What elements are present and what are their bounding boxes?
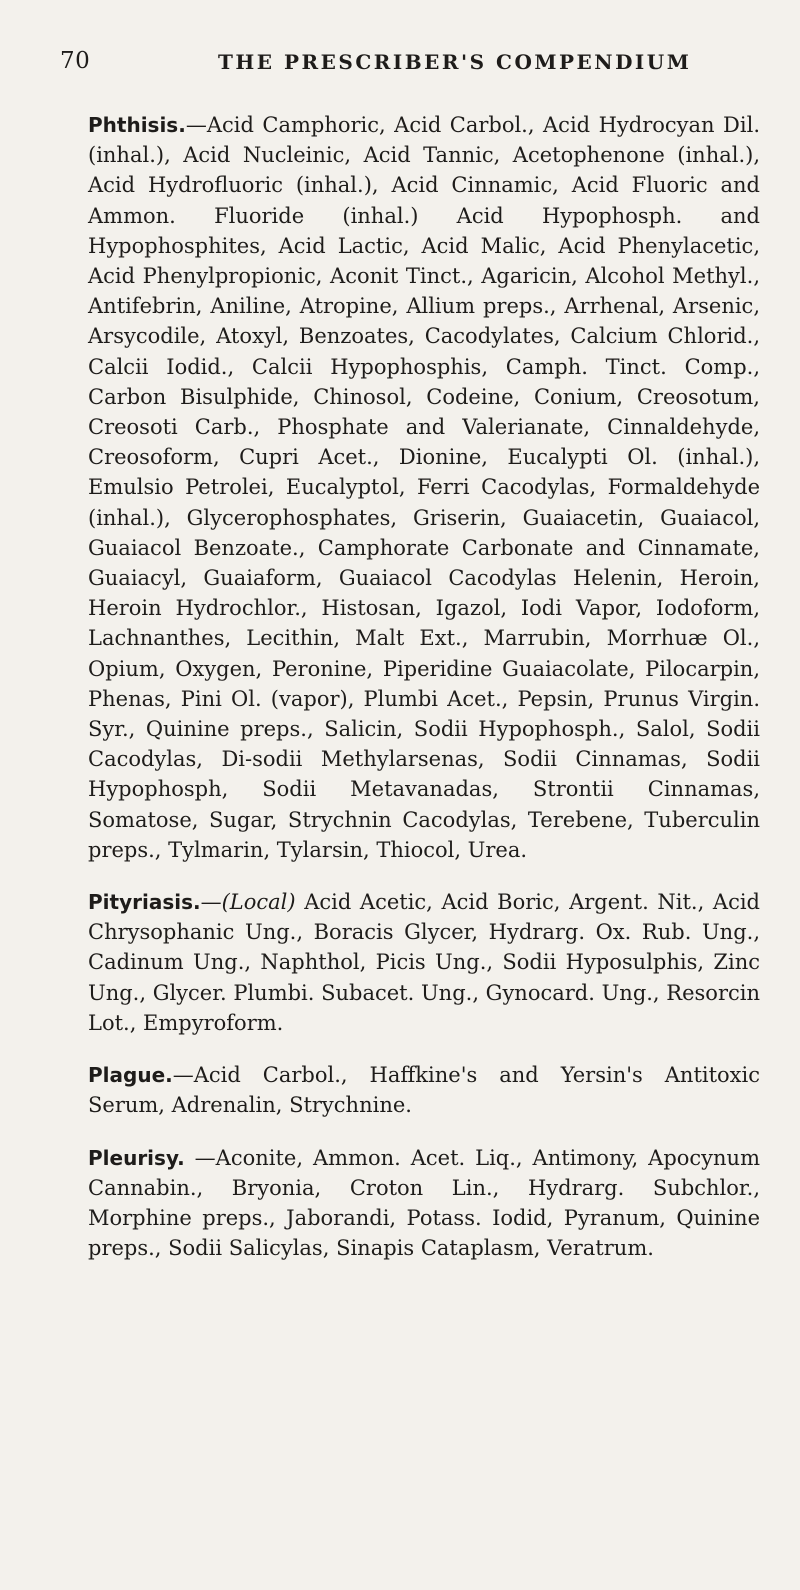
entry-dash: — bbox=[200, 890, 222, 915]
entry-phthisis bbox=[88, 110, 760, 865]
entry-text: —Aconite, Ammon. Acet. Liq., Antimony, Apocynum Cannabin., Bryonia, Croton Lin., Hydrarg. Subchlor., Morphine preps., Jaborandi, Potass. Iodid, Pyranum, Quinine preps., Sodii Salicylas, Sinapis Cataplasm, Veratrum. bbox=[88, 1145, 760, 1261]
entry-text: —Acid Carbol., Haffkine's and Yersin's Antitoxic Serum, Adrenalin, Strychnine. bbox=[88, 1063, 760, 1118]
page-header bbox=[60, 48, 760, 88]
entry-pityriasis bbox=[88, 887, 760, 1038]
page-body bbox=[88, 110, 760, 1285]
entry-pleurisy bbox=[88, 1143, 760, 1264]
entry-term: Pleurisy. bbox=[88, 1145, 185, 1170]
entry-term: Pityriasis. bbox=[88, 890, 201, 915]
entry-note: (Local) bbox=[221, 890, 296, 915]
entry-term: Phthisis. bbox=[88, 113, 186, 137]
entry-text: Acid Acetic, Acid Boric, Argent. Nit., Acid Chrysophanic Ung., Boracis Glycer, Hydrarg. Ox. Rub. Ung., Cadinum Ung., Naphthol, Picis Ung., Sodii Hyposulphis, Zinc Ung., Glycer. Plumbi. Subacet. Ung., Gynocard. Ung., Resorcin Lot., Empyroform. bbox=[88, 890, 760, 1035]
running-title: THE PRESCRIBER'S COMPENDIUM bbox=[218, 50, 692, 74]
entry-plague bbox=[88, 1060, 760, 1120]
entry-text: —Acid Camphoric, Acid Carbol., Acid Hydrocyan Dil. (inhal.), Acid Nucleinic, Acid Tannic, Acetophenone (inhal.), Acid Hydrofluoric (inhal.), Acid Cinnamic, Acid Fluoric and Ammon. Fluoride (inhal.) Acid Hypophosph. and Hypophosphites, Acid Lactic, Acid Malic, Acid Phenylacetic, Acid Phenylpropionic, Aconit Tinct., Agaricin, Alcohol Methyl., Antifebrin, Aniline, Atropine, Allium preps., Arrhenal, Arsenic, Arsycodile, Atoxyl, Benzoates, Cacodylates, Calcium Chlorid., Calcii Iodid., Calcii Hypophosphis, Camph. Tinct. Comp., Carbon Bisulphide, Chinosol, Codeine, Conium, Creosotum, Creosoti Carb., Phosphate and Valerianate, Cinnaldehyde, Creosoform, Cupri Acet., Dionine, Eucalypti Ol. (inhal.), Emulsio Petrolei, Eucalyptol, Ferri Cacodylas, Formaldehyde (inhal.), Glycerophosphates, Griserin, Guaiacetin, Guaiacol, Guaiacol Benzoate., Camphorate Carbonate and Cinnamate, Guaiacyl, Guaiaform, Guaiacol Cacodylas Helenin, Heroin, Heroin Hydrochlor., Histosan, Igazol, Iodi Vapor, Iodoform, Lachnanthes, Lecithin, Malt Ext., Marrubin, Morrhuæ Ol., Opium, Oxygen, Peronine, Piperidine Guaiacolate, Pilocarpin, Phenas, Pini Ol. (vapor), Plumbi Acet., Pepsin, Prunus Virgin. Syr., Quinine preps., Salicin, Sodii Hypophosph., Salol, Sodii Cacodylas, Di-sodii Methylarsenas, Sodii Cinnamas, Sodii Hypophosph, Sodii Metavanadas, Strontii Cinnamas, Somatose, Sugar, Strychnin Cacodylas, Terebene, Tuberculin preps., Tylmarin, Tylarsin, Thiocol, Urea. bbox=[88, 113, 760, 862]
page-number: 70 bbox=[60, 48, 91, 74]
entry-term: Plague. bbox=[88, 1063, 173, 1088]
